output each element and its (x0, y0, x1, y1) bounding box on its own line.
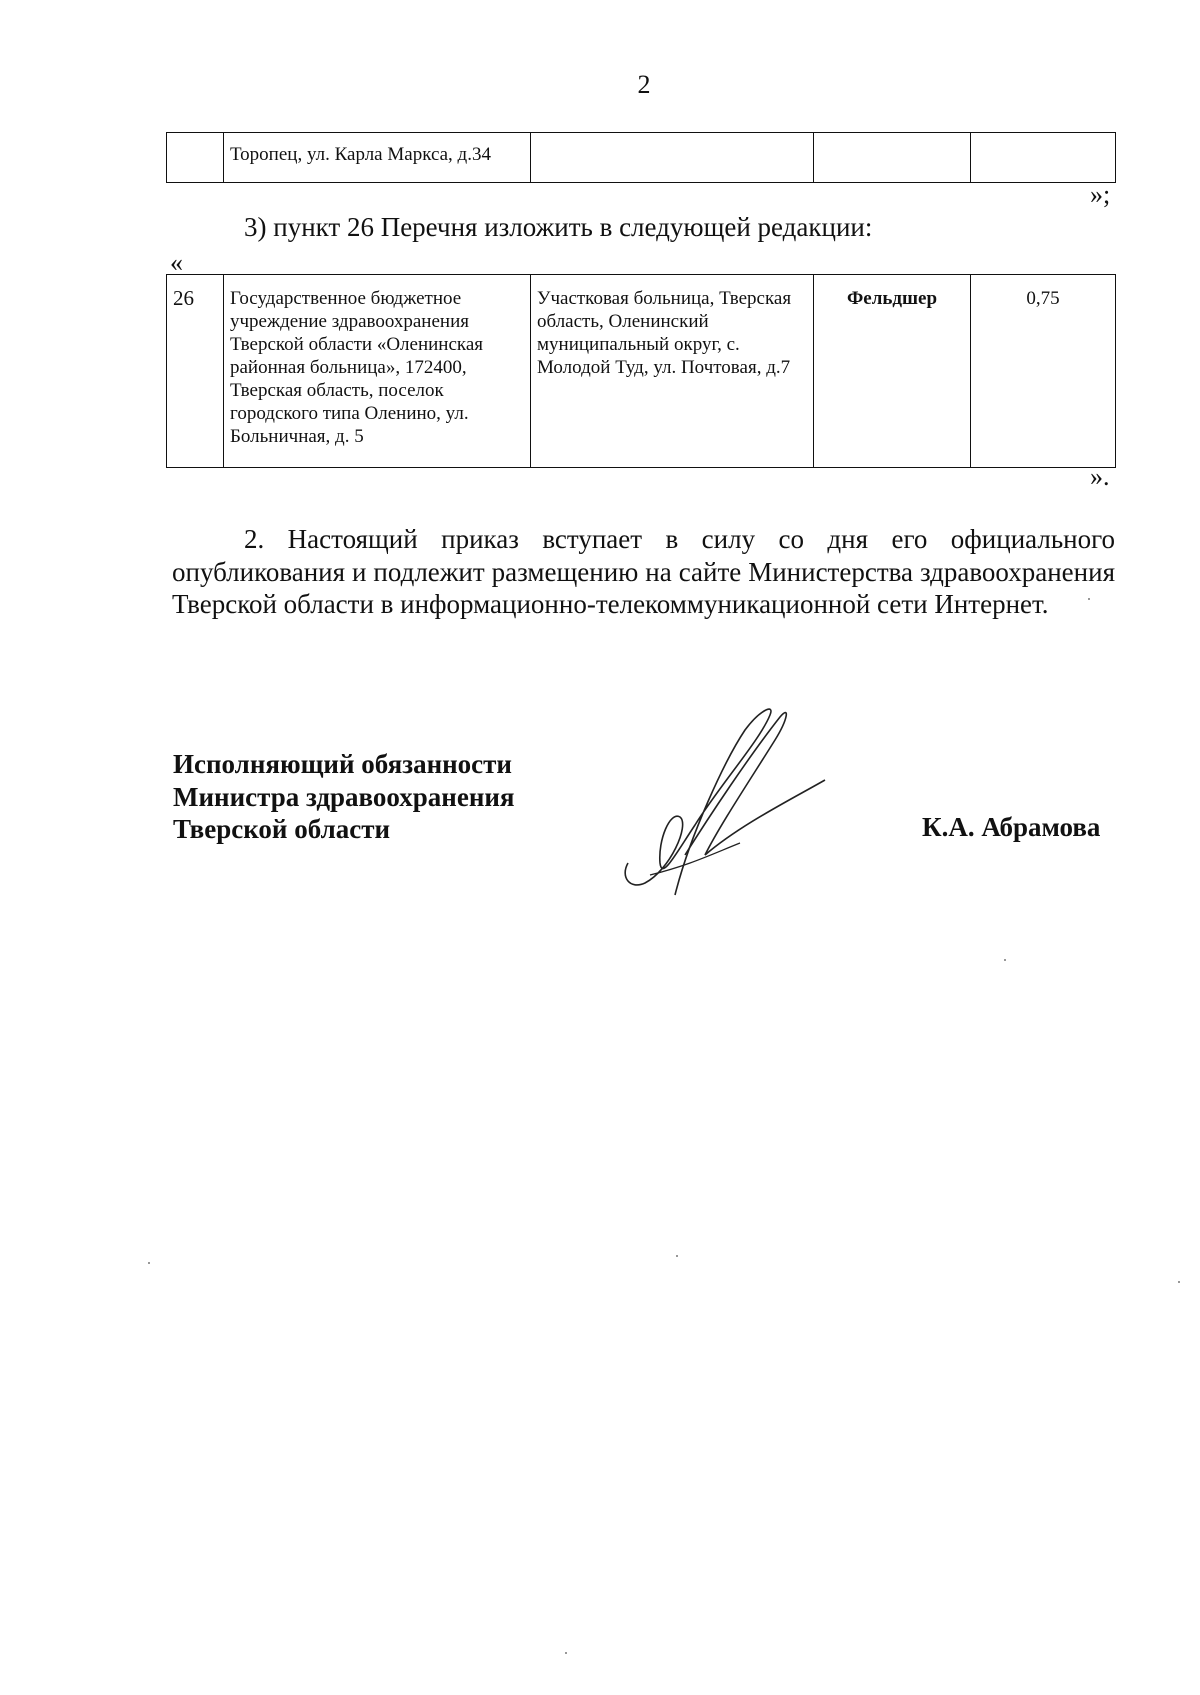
scan-speck (676, 1255, 678, 1257)
scan-speck (1004, 959, 1006, 961)
signatory-title (173, 748, 515, 846)
table-cell-rate (971, 133, 1116, 183)
paragraph-2-effective-date: 2. Настоящий приказ вступает в силу со дня его официального опубликования и подлежит размещению на сайте Министерства здравоохранения Тверской области в информационно-телекоммуникационной сети Интернет. (172, 524, 1115, 619)
table-cell-address: Торопец, ул. Карла Маркса, д.34 (224, 133, 531, 183)
signatory-title-line: Министра здравоохранения (173, 781, 515, 812)
organization-cell: Государственное бюджетное учреждение здравоохранения Тверской области «Оленинская районная больница», 172400, Тверская область, поселок городского типа Оленино, ул. Больничная, д. 5 (224, 275, 531, 468)
closing-quote-final: ». (1090, 462, 1110, 491)
item-number: 26 (167, 275, 224, 468)
table-row (167, 275, 1116, 468)
handwritten-signature (620, 705, 835, 905)
table-row (167, 133, 1116, 183)
signatory-name: К.А. Абрамова (922, 812, 1101, 842)
scan-speck (148, 1262, 150, 1264)
amendment-item-3: 3) пункт 26 Перечня изложить в следующей редакции: (244, 212, 873, 242)
signatory-title-line: Тверской области (173, 814, 391, 844)
table-cell-position (814, 133, 971, 183)
location-cell: Участковая больница, Тверская область, Оленинский муниципальный округ, с. Молодой Туд, ул. Почтовая, д.7 (531, 275, 814, 468)
scan-speck (1178, 1281, 1180, 1283)
signatory-title-line: Исполняющий обязанности (173, 749, 512, 779)
position-cell: Фельдшер (814, 275, 971, 468)
page-number: 2 (637, 70, 651, 99)
previous-table-tail (166, 132, 1116, 183)
table-cell-location (531, 133, 814, 183)
table-cell-number (167, 133, 224, 183)
scan-speck (565, 1652, 567, 1654)
scan-speck (1088, 598, 1090, 600)
opening-quote: « (170, 248, 183, 277)
amended-item-26-table (166, 274, 1116, 468)
closing-quote: »; (1090, 180, 1111, 209)
rate-cell: 0,75 (971, 275, 1116, 468)
